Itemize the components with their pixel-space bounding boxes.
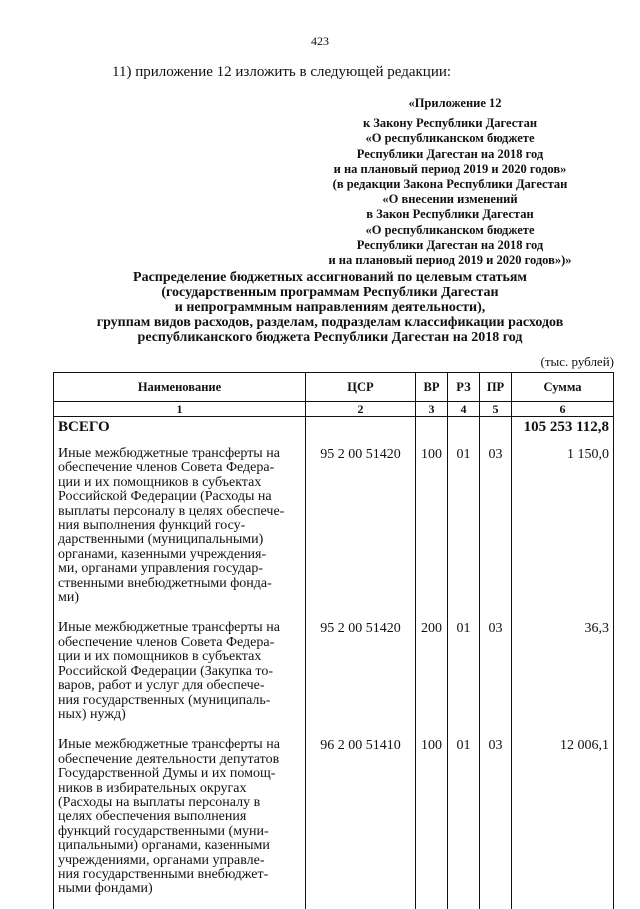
table-row bbox=[54, 734, 614, 908]
page-number: 423 bbox=[311, 34, 329, 48]
table-header-row bbox=[54, 373, 614, 402]
header-vr: ВР bbox=[416, 373, 448, 402]
row-pr: 03 bbox=[480, 617, 512, 734]
intro-text: 11) приложение 12 изложить в следующей редакции: bbox=[112, 64, 452, 80]
table-row bbox=[54, 443, 614, 617]
total-amount: 105 253 112,8 bbox=[512, 417, 614, 444]
appendix-line: (в редакции Закона Республики Дагестан bbox=[332, 177, 568, 192]
row-csr: 96 2 00 51410 bbox=[306, 734, 416, 908]
row-name: Иные межбюджетные трансферты на обеспечение членов Совета Федера- ции и их помощников в субъектах Российской Федерации (Закупка то- варов, работ и услуг для обеспече- ния государственных (муниципаль- ных) нужд) bbox=[54, 617, 306, 734]
row-amount: 1 150,0 bbox=[512, 443, 614, 617]
header-rz: РЗ bbox=[448, 373, 480, 402]
title-line: (государственным программам Республики Дагестан bbox=[161, 285, 499, 300]
title-line: и непрограммным направлениям деятельности), bbox=[174, 300, 486, 315]
row-vr: 200 bbox=[416, 617, 448, 734]
total-label: ВСЕГО bbox=[54, 417, 306, 444]
appendix-line: «О внесении изменений bbox=[382, 192, 518, 207]
title-line: Распределение бюджетных ассигнований по целевым статьям bbox=[133, 270, 527, 285]
budget-table bbox=[53, 372, 614, 909]
appendix-line: Республики Дагестан на 2018 год bbox=[356, 237, 544, 252]
header-amount: Сумма bbox=[512, 373, 614, 402]
header-name: Наименование bbox=[54, 373, 306, 402]
header-csr: ЦСР bbox=[306, 373, 416, 402]
header-pr: ПР bbox=[480, 373, 512, 402]
column-number: 3 bbox=[416, 402, 448, 417]
total-row bbox=[54, 417, 614, 444]
appendix-line: «О республиканском бюджете bbox=[365, 222, 535, 237]
column-number: 5 bbox=[480, 402, 512, 417]
row-csr: 95 2 00 51420 bbox=[306, 617, 416, 734]
column-number-row bbox=[54, 402, 614, 417]
title-line: республиканского бюджета Республики Дагестан на 2018 год bbox=[137, 330, 523, 345]
appendix-header bbox=[300, 96, 600, 268]
row-amount: 36,3 bbox=[512, 617, 614, 734]
row-pr: 03 bbox=[480, 734, 512, 908]
appendix-line: «Приложение 12 bbox=[408, 96, 502, 110]
column-number: 1 bbox=[54, 402, 306, 417]
column-number: 2 bbox=[306, 402, 416, 417]
table-row bbox=[54, 617, 614, 734]
row-vr: 100 bbox=[416, 734, 448, 908]
row-amount: 12 006,1 bbox=[512, 734, 614, 908]
row-pr: 03 bbox=[480, 443, 512, 617]
row-name: Иные межбюджетные трансферты на обеспечение членов Совета Федера- ции и их помощников в субъектах Российской Федерации (Расходы на выплаты персоналу в целях обеспече- ния выполнения функций госу- дарственными (муниципальными) органами, казенными учреждения- ми, органами управления государ- ственными внебюджетными фонда- ми) bbox=[54, 443, 306, 617]
row-vr: 100 bbox=[416, 443, 448, 617]
appendix-line: и на плановый период 2019 и 2020 годов» bbox=[333, 161, 567, 176]
row-rz: 01 bbox=[448, 734, 480, 908]
row-rz: 01 bbox=[448, 617, 480, 734]
units-label: (тыс. рублей) bbox=[540, 354, 614, 369]
appendix-line: «О республиканском бюджете bbox=[365, 131, 535, 146]
appendix-line: в Закон Республики Дагестан bbox=[366, 207, 534, 222]
appendix-line: Республики Дагестан на 2018 год bbox=[356, 146, 544, 161]
appendix-line: к Закону Республики Дагестан bbox=[362, 116, 538, 131]
row-csr: 95 2 00 51420 bbox=[306, 443, 416, 617]
title-line: группам видов расходов, разделам, подразделам классификации расходов bbox=[96, 315, 564, 330]
appendix-line: и на плановый период 2019 и 2020 годов»)» bbox=[328, 253, 572, 268]
row-rz: 01 bbox=[448, 443, 480, 617]
column-number: 4 bbox=[448, 402, 480, 417]
column-number: 6 bbox=[512, 402, 614, 417]
document-title bbox=[60, 270, 600, 345]
row-name: Иные межбюджетные трансферты на обеспечение деятельности депутатов Государственной Думы и их помощ- ников в избирательных округах (Расходы на выплаты персоналу в целях обеспечения выполнения функций государственными (муни- ципальными) органами, казенными учреждениями, органами управле- ния государственными внебюджет- ными фондами) bbox=[54, 734, 306, 908]
